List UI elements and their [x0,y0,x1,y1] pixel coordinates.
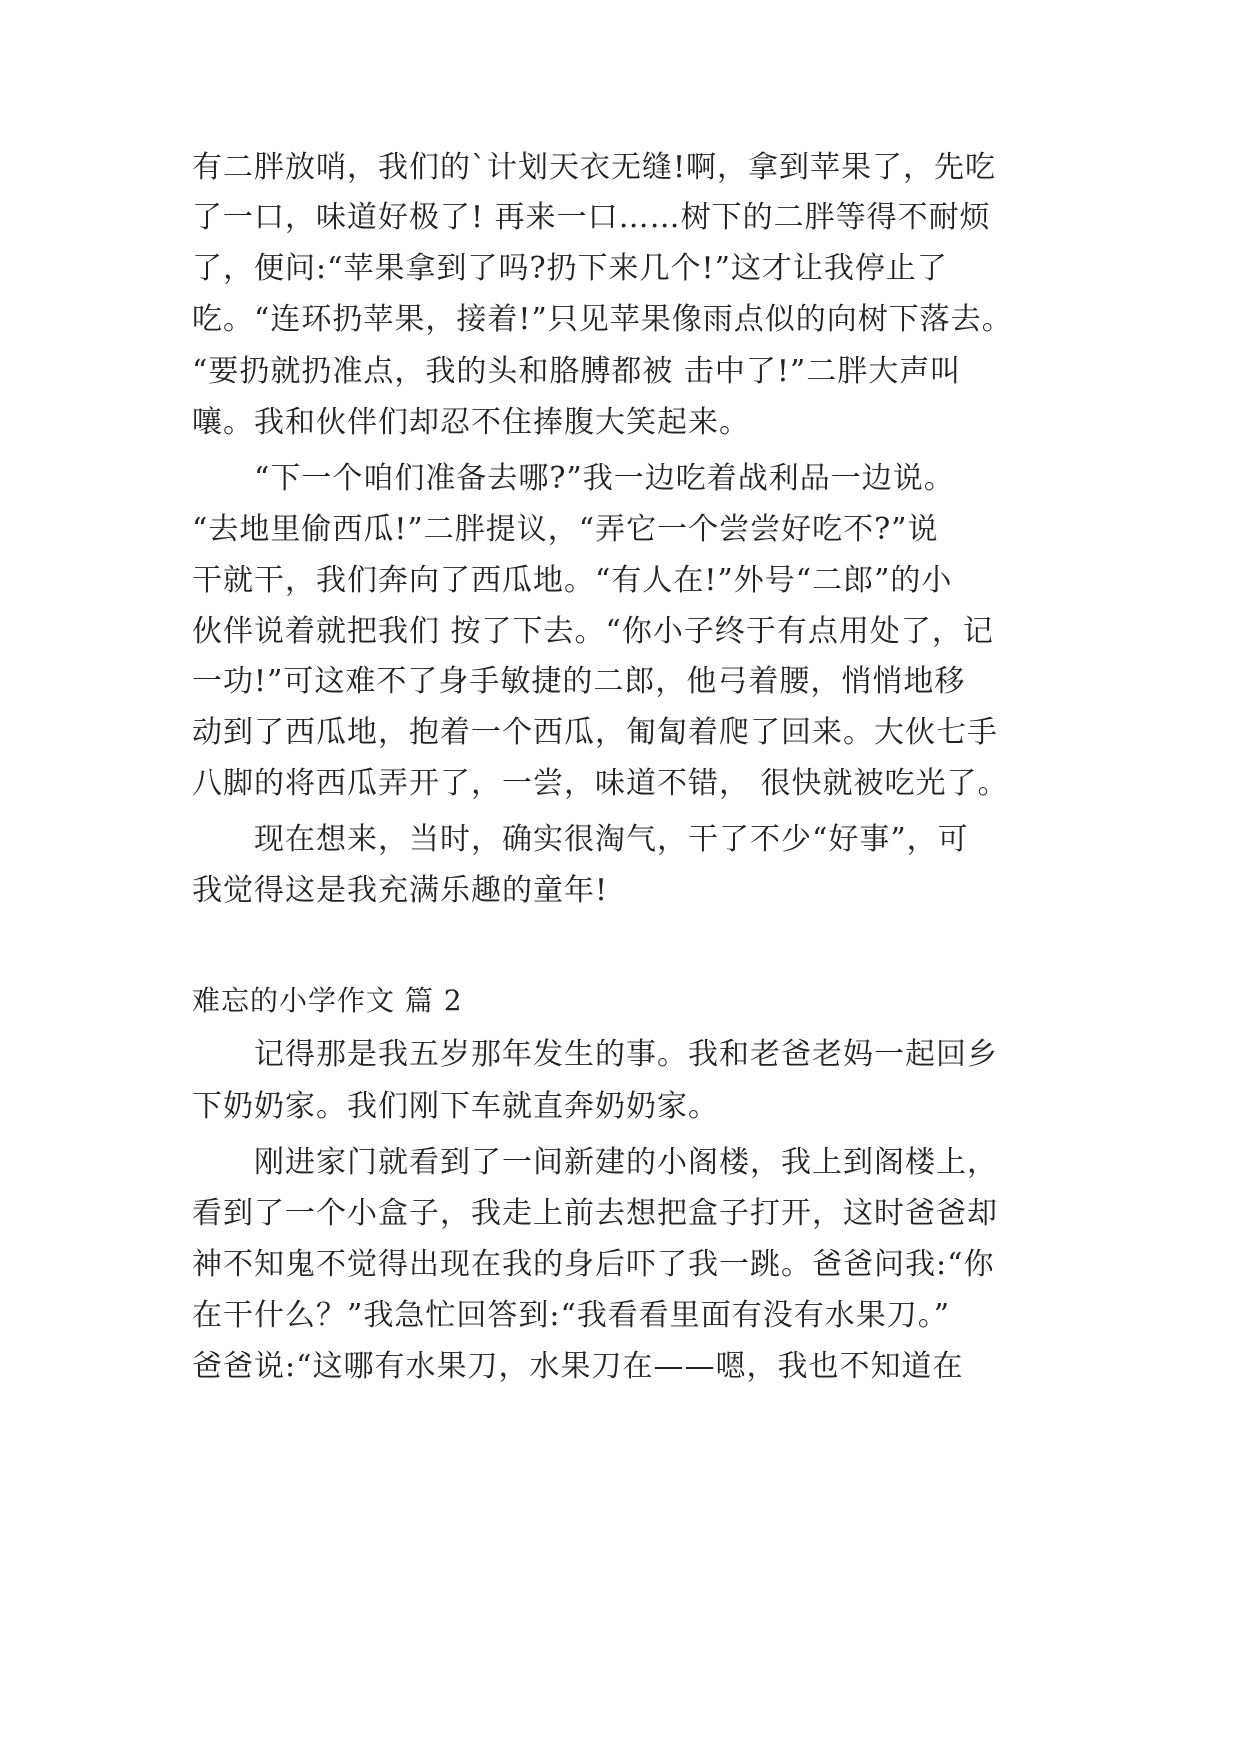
paragraph-line: 记得那是我五岁那年发生的事。我和老爸老妈一起回乡 [192,1037,998,1072]
paragraph-line: 伙伴说着就把我们 按了下去。“你小子终于有点用处了，记 [192,614,994,649]
paragraph-line: 下奶奶家。我们刚下车就直奔奶奶家。 [192,1089,719,1124]
paragraph-line: “要扔就扔准点，我的头和胳膊都被 击中了!”二胖大声叫 [192,354,962,389]
section-heading: 难忘的小学作文 篇 2 [192,984,463,1017]
paragraph-line: 现在想来，当时，确实很淘气，干了不少“好事”，可 [192,822,969,857]
paragraph-line: 嚷。我和伙伴们却忍不住捧腹大笑起来。 [192,405,750,440]
paragraph-line: 在干什么？”我急忙回答到:“我看看里面有没有水果刀。” [192,1298,951,1333]
paragraph-line: 神不知鬼不觉得出现在我的身后吓了我一跳。爸爸问我:“你 [192,1247,995,1282]
paragraph-line: 吃。“连环扔苹果，接着!”只见苹果像雨点似的向树下落去。 [192,302,1013,337]
paragraph-line: 爸爸说:“这哪有水果刀，水果刀在——嗯，我也不知道在 [192,1349,964,1384]
paragraph-line: 干就干，我们奔向了西瓜地。“有人在!”外号“二郎”的小 [192,563,953,598]
paragraph-line: 我觉得这是我充满乐趣的童年! [192,873,609,908]
paragraph-line: “去地里偷西瓜!”二胖提议，“弄它一个尝尝好吃不?”说 [192,512,939,547]
paragraph-line: 一功!”可这难不了身手敏捷的二郎，他弓着腰，悄悄地移 [192,664,966,699]
paragraph-line: 了，便问:“苹果拿到了吗?扔下来几个!”这才让我停止了 [192,251,948,286]
paragraph-line: 动到了西瓜地，抱着一个西瓜，匍匐着爬了回来。大伙七手 [192,715,998,750]
paragraph-line: 了一口，味道好极了! 再来一口……树下的二胖等得不耐烦 [192,200,991,235]
paragraph-line: “下一个咱们准备去哪?”我一边吃着战利品一边说。 [192,461,955,496]
paragraph-line: 刚进家门就看到了一间新建的小阁楼，我上到阁楼上， [192,1145,998,1180]
paragraph-line: 看到了一个小盒子，我走上前去想把盒子打开，这时爸爸却 [192,1196,998,1231]
paragraph-line: 有二胖放哨，我们的`计划天衣无缝!啊，拿到苹果了，先吃 [192,150,997,185]
paragraph-line: 八脚的将西瓜弄开了，一尝，味道不错， 很快就被吃光了。 [192,766,1009,801]
